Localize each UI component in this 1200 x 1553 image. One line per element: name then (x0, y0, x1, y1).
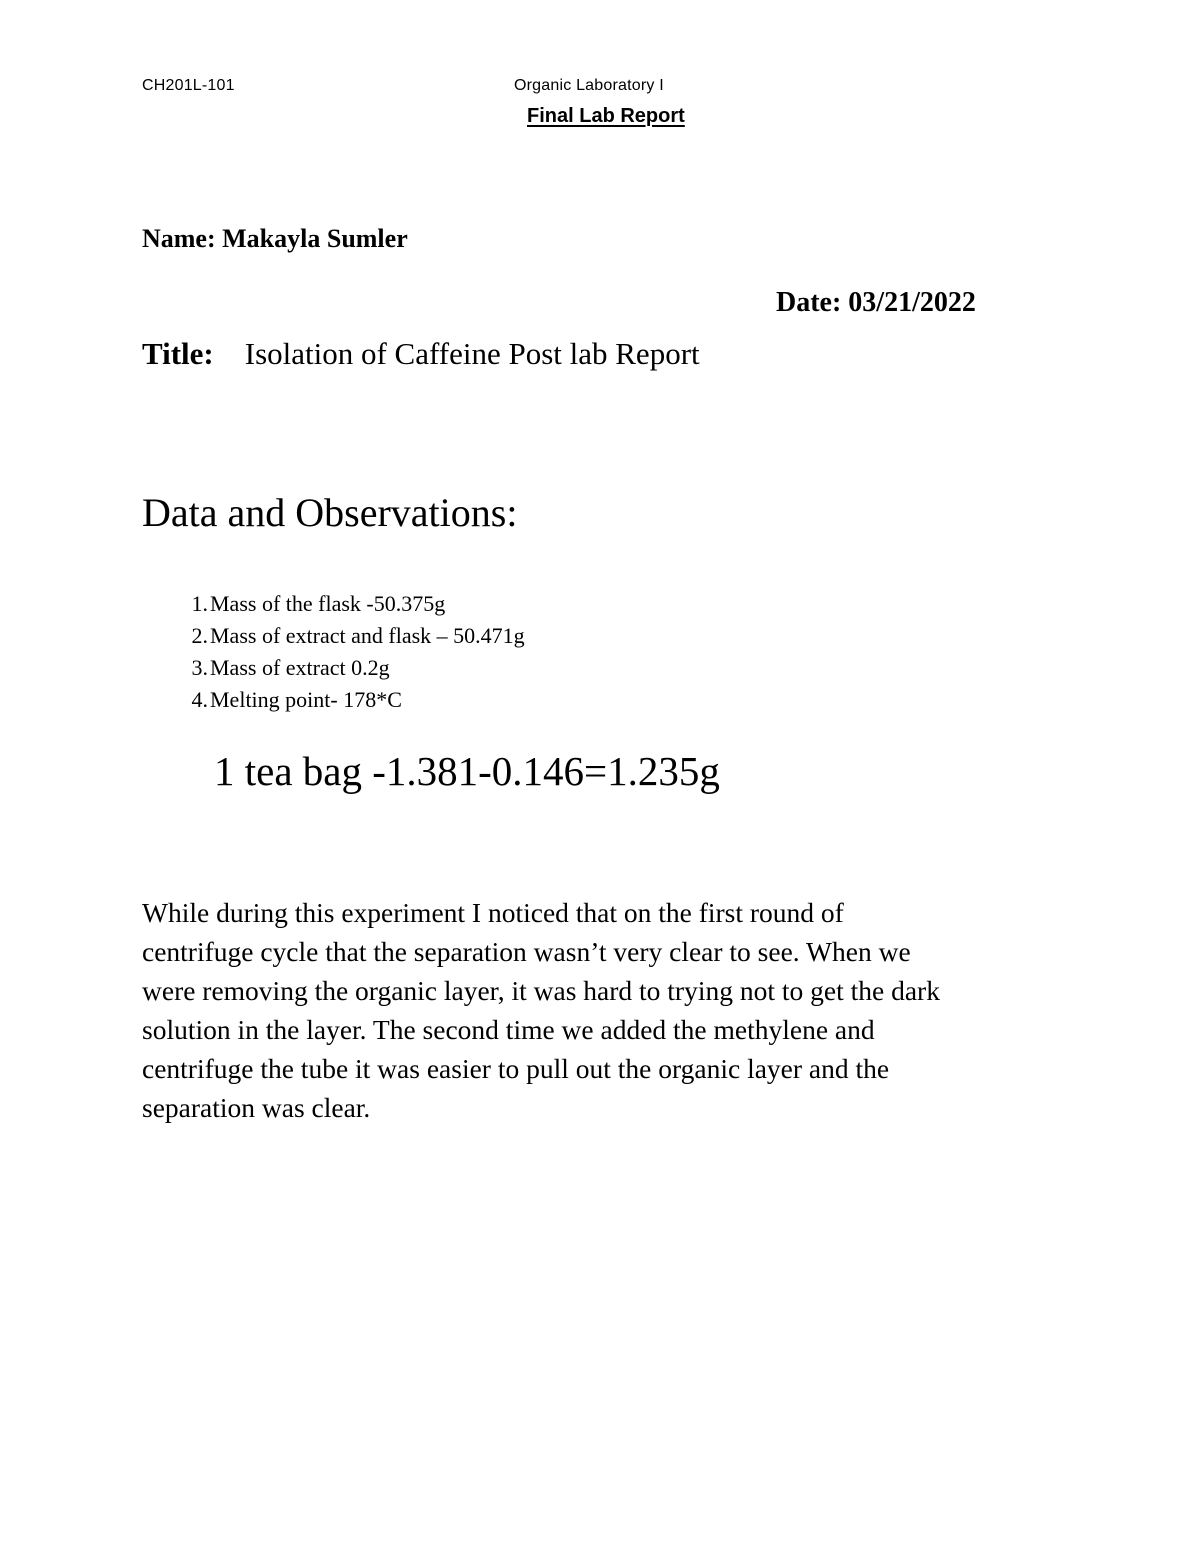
list-item (142, 684, 525, 716)
lab-name: Organic Laboratory I (514, 77, 664, 94)
list-item-text: Mass of the flask -50.375g (210, 591, 446, 616)
paragraph-line: While during this experiment I noticed that on the first round of (142, 897, 844, 928)
paragraph-line: were removing the organic layer, it was hard to trying not to get the dark (142, 975, 940, 1006)
title-spacer (222, 336, 238, 371)
list-item-number: 4. (191, 687, 208, 712)
paragraph-line: solution in the layer. The second time we added the methylene and (142, 1014, 875, 1045)
list-item-number: 3. (191, 655, 208, 680)
data-observations-heading: Data and Observations: (142, 490, 518, 535)
discussion-paragraph (142, 893, 1072, 1127)
paragraph-line: centrifuge the tube it was easier to pull out the organic layer and the (142, 1053, 890, 1084)
list-item (142, 652, 525, 684)
paragraph-line: centrifuge cycle that the separation wasn’t very clear to see. When we (142, 936, 911, 967)
student-name: Name: Makayla Sumler (142, 224, 408, 253)
list-item (142, 588, 525, 620)
observations-list (142, 588, 525, 716)
report-title (142, 336, 700, 372)
list-item-text: Mass of extract and flask – 50.471g (210, 623, 525, 648)
tea-bag-calculation: 1 tea bag -1.381-0.146=1.235g (214, 748, 720, 794)
report-type-heading: Final Lab Report (527, 105, 685, 127)
course-code: CH201L-101 (142, 77, 235, 94)
paragraph-line: separation was clear. (142, 1092, 371, 1123)
list-item-text: Mass of extract 0.2g (210, 655, 390, 680)
list-item-number: 1. (191, 591, 208, 616)
title-text: Isolation of Caffeine Post lab Report (244, 336, 700, 371)
list-item-text: Melting point- 178*C (210, 687, 402, 712)
report-date: Date: 03/21/2022 (776, 287, 976, 318)
list-item-number: 2. (191, 623, 208, 648)
list-item (142, 620, 525, 652)
title-label: Title: (142, 336, 214, 371)
